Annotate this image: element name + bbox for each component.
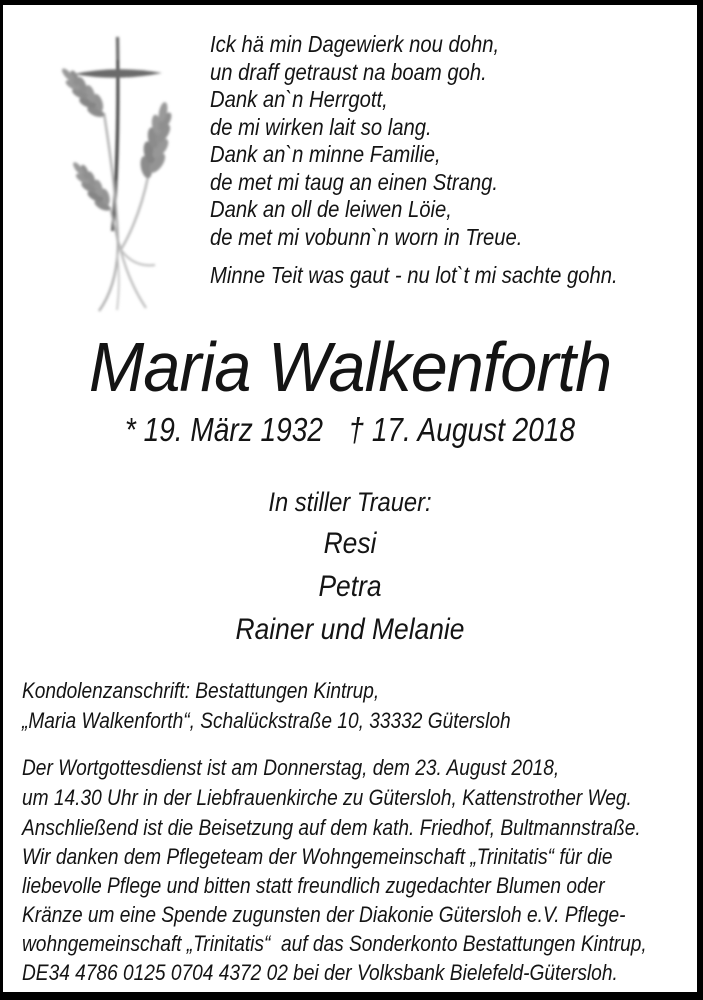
condolence-address	[22, 676, 668, 736]
poem-line: Dank an`n Herrgott,	[210, 86, 388, 112]
mourner-name: Resi	[323, 527, 377, 560]
poem-line: de met mi taug an einen Strang.	[210, 168, 499, 195]
poem-line: de met mi vobunn`n worn in Treue.	[210, 223, 523, 250]
thanks-line: Kränze um eine Spende zugunsten der Diakonie Gütersloh e.V. Pflege-	[22, 902, 626, 927]
poem-line: de mi wirken lait so lang.	[210, 113, 432, 140]
mourners-section	[45, 482, 656, 651]
life-dates	[55, 409, 645, 451]
service-line: Der Wortgottesdienst ist am Donnerstag, dem 23. August 2018,	[22, 755, 560, 780]
service-info	[22, 753, 668, 843]
death-date: † 17. August 2018	[348, 411, 576, 448]
thanks-line: Wir danken dem Pflegeteam der Wohngemeinschaft „Trinitatis“ für die	[22, 844, 613, 869]
thanks-note	[22, 842, 668, 987]
service-line: Anschließend ist die Beisetzung auf dem kath. Friedhof, Bultmannstraße.	[22, 815, 641, 840]
poem-line: Dank an oll de leiwen Löie,	[210, 196, 452, 222]
poem-line: Dank an`n minne Familie,	[210, 141, 441, 167]
mourner-name: Rainer und Melanie	[235, 613, 465, 646]
condolence-line: „Maria Walkenforth“, Schalückstraße 10, 33332 Gütersloh	[22, 708, 511, 733]
memorial-poem	[210, 31, 618, 290]
mourner-name: Petra	[318, 570, 382, 603]
thanks-line: liebevolle Pflege und bitten statt freundlich zugedachter Blumen oder	[22, 873, 605, 898]
service-line: um 14.30 Uhr in der Liebfrauenkirche zu Gütersloh, Kattenstrother Weg.	[22, 785, 632, 810]
poem-closing-line: Minne Teit was gaut - nu lot`t mi sachte gohn.	[210, 262, 618, 288]
birth-date: * 19. März 1932	[124, 411, 323, 448]
thanks-line: DE34 4786 0125 0704 4372 02 bei der Volksbank Bielefeld-Gütersloh.	[22, 960, 618, 985]
mourners-heading: In stiller Trauer:	[268, 487, 432, 517]
deceased-name: Maria Walkenforth	[88, 328, 612, 406]
cross-and-wheat-icon	[22, 15, 182, 315]
thanks-line: wohngemeinschaft „Trinitatis“ auf das Sonderkonto Bestattungen Kintrup,	[22, 931, 647, 956]
poem-line: Ick hä min Dagewierk nou dohn,	[210, 31, 500, 57]
poem-line: un draff getraust na boam goh.	[210, 58, 487, 85]
condolence-line: Kondolenzanschrift: Bestattungen Kintrup,	[22, 678, 380, 703]
